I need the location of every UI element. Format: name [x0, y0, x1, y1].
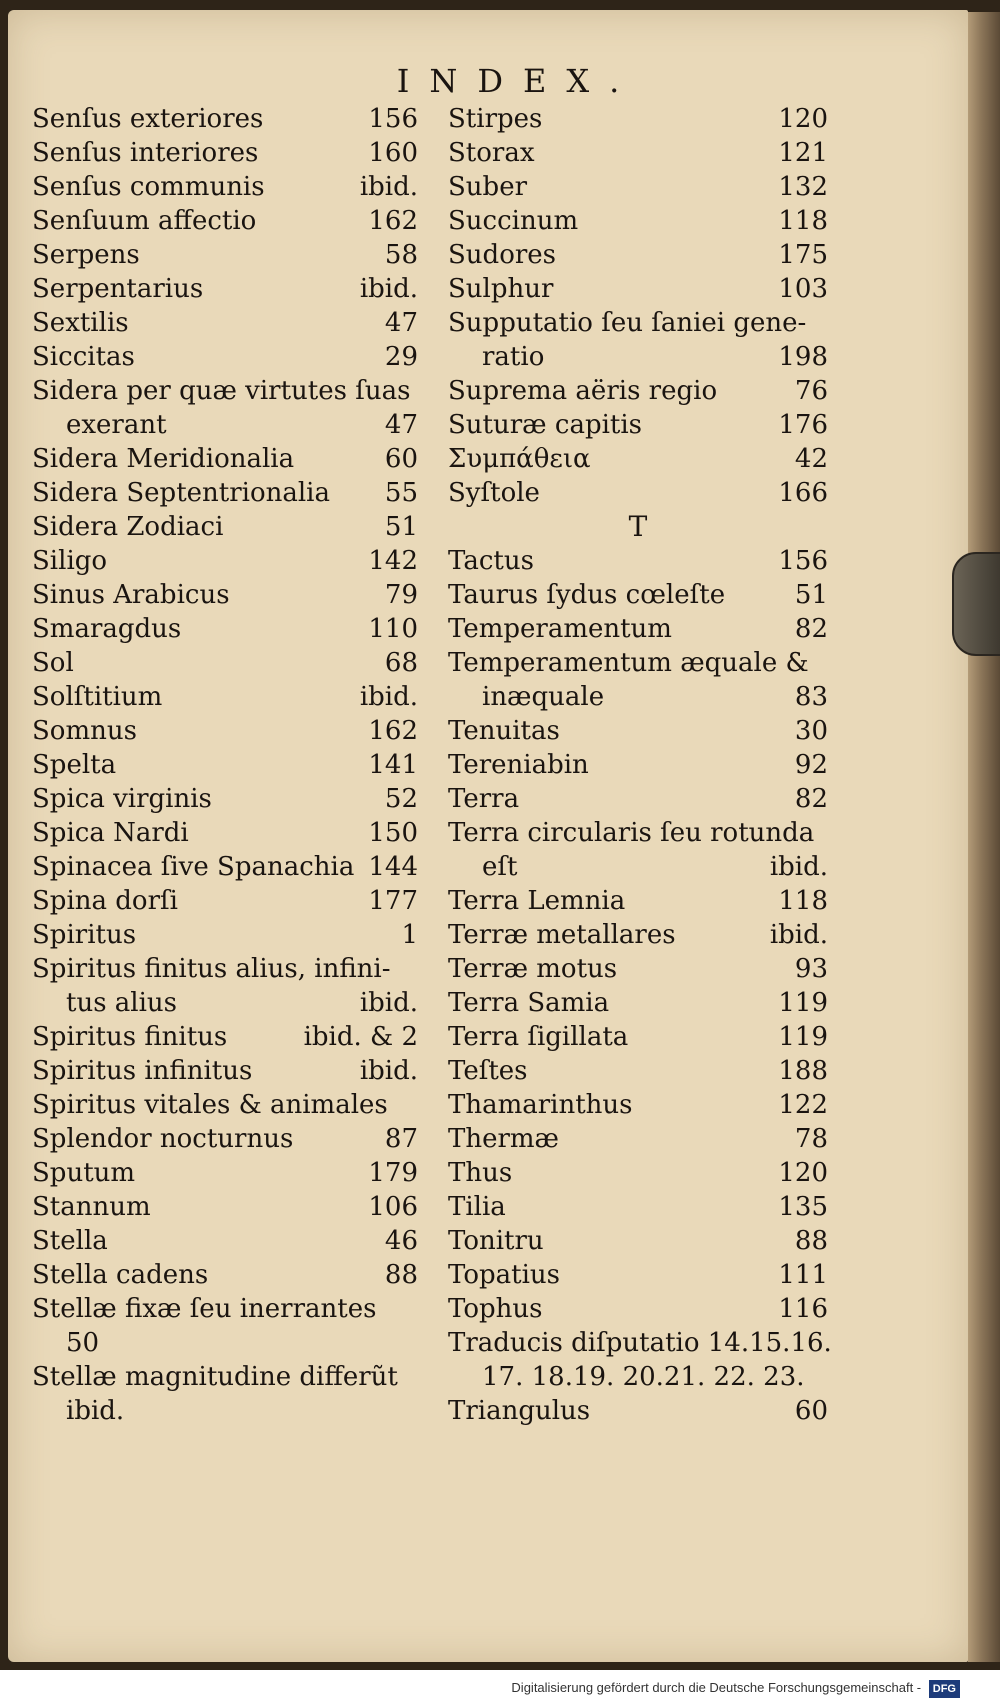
index-term: Tilia — [448, 1192, 506, 1222]
index-term: Spiritus finitus alius, infini- — [32, 954, 391, 984]
index-page-number: 51 — [794, 580, 828, 610]
index-term: Syſtole — [448, 478, 540, 508]
index-entry — [448, 1054, 828, 1088]
index-page-number: ibid. — [769, 852, 828, 882]
index-term: Sidera Septentrionalia — [32, 478, 330, 508]
index-entry — [448, 1258, 828, 1292]
index-page-number: 82 — [794, 784, 828, 814]
index-page-number: 87 — [384, 1124, 418, 1154]
index-entry — [32, 544, 418, 578]
index-term: Temperamentum æquale & — [448, 648, 809, 678]
index-term: Sidera Meridionalia — [32, 444, 295, 474]
index-term: Terræ motus — [448, 954, 618, 984]
index-term: Terra circularis ſeu rotunda — [448, 818, 815, 848]
index-entry — [448, 1156, 828, 1190]
index-page-number: 116 — [778, 1294, 828, 1324]
index-entry — [448, 748, 828, 782]
index-page-number: 76 — [794, 376, 828, 406]
page-edge — [968, 12, 1000, 1662]
index-term: Spinacea ſive Spanachia — [32, 852, 355, 882]
index-entry — [32, 850, 418, 884]
index-term: Sinus Arabicus — [32, 580, 230, 610]
index-entry — [32, 1156, 418, 1190]
index-term: tus alius — [66, 988, 178, 1018]
footer — [0, 1670, 1000, 1706]
index-entry — [448, 306, 828, 340]
index-entry — [448, 238, 828, 272]
index-entry — [448, 884, 828, 918]
index-term: Stellæ fixæ ſeu inerrantes — [32, 1294, 377, 1324]
index-entry — [448, 782, 828, 816]
index-term: Senſus communis — [32, 172, 265, 202]
index-entry — [32, 986, 418, 1020]
index-term: Spiritus vitales & animales — [32, 1090, 388, 1120]
index-term: Terra ſigillata — [448, 1022, 629, 1052]
index-page-number: 160 — [368, 138, 418, 168]
index-entry — [32, 374, 418, 408]
index-entry — [448, 1088, 828, 1122]
index-page-number: 47 — [384, 410, 418, 440]
index-entry — [32, 510, 418, 544]
index-page-number: 60 — [794, 1396, 828, 1426]
index-term: Smaragdus — [32, 614, 182, 644]
index-term: Sudores — [448, 240, 557, 270]
index-page-number: 78 — [794, 1124, 828, 1154]
index-entry — [448, 1326, 832, 1360]
index-entry — [448, 374, 828, 408]
index-entry — [448, 544, 828, 578]
index-term: Succinum — [448, 206, 579, 236]
index-entry — [32, 306, 418, 340]
index-page-number: 188 — [778, 1056, 828, 1086]
index-term: Terræ metallares — [448, 920, 676, 950]
index-page-number: 119 — [778, 1022, 828, 1052]
index-term: Stirpes — [448, 104, 543, 134]
index-page-number: 177 — [368, 886, 418, 916]
index-entry — [32, 102, 418, 136]
index-entry — [32, 1190, 418, 1224]
index-term: Sulphur — [448, 274, 554, 304]
index-term: Spica Nardi — [32, 818, 189, 848]
index-term: Tenuitas — [448, 716, 560, 746]
index-term: Solſtitium — [32, 682, 163, 712]
index-term: Sextilis — [32, 308, 129, 338]
index-entry — [448, 136, 828, 170]
index-page-number: 132 — [778, 172, 828, 202]
index-term: Somnus — [32, 716, 137, 746]
index-page-number: 142 — [368, 546, 418, 576]
index-page-number: 58 — [384, 240, 418, 270]
index-entry — [32, 1326, 418, 1360]
index-term: Tonitru — [448, 1226, 544, 1256]
index-term: Spina dorſi — [32, 886, 178, 916]
index-term: Spiritus infinitus — [32, 1056, 253, 1086]
index-page-number: ibid. & 2 — [303, 1022, 418, 1052]
index-page-number: 156 — [368, 104, 418, 134]
index-entry — [32, 408, 418, 442]
index-page-number: 198 — [778, 342, 828, 372]
index-term: Serpentarius — [32, 274, 204, 304]
section-letter: T — [628, 510, 648, 543]
index-term: Sidera Zodiaci — [32, 512, 224, 542]
index-entry — [448, 986, 828, 1020]
index-entry — [32, 1258, 418, 1292]
index-term: Spelta — [32, 750, 117, 780]
index-page-number: 121 — [778, 138, 828, 168]
index-column-right — [448, 102, 832, 1428]
index-entry — [32, 1122, 418, 1156]
index-entry — [448, 1190, 828, 1224]
index-term: Traducis diſputatio 14.15.16. — [448, 1328, 832, 1358]
index-term: Stellæ magnitudine differũt — [32, 1362, 398, 1392]
index-entry — [448, 918, 828, 952]
index-entry — [448, 272, 828, 306]
index-term: Siccitas — [32, 342, 135, 372]
index-page-number: ibid. — [359, 682, 418, 712]
index-page-number: 135 — [778, 1192, 828, 1222]
book-clasp — [952, 552, 1000, 656]
index-entry — [32, 1224, 418, 1258]
index-term: exerant — [66, 410, 167, 440]
index-page-number: 144 — [368, 852, 418, 882]
index-page-number: 162 — [368, 716, 418, 746]
index-page-number: 93 — [794, 954, 828, 984]
index-term: Senſuum affectio — [32, 206, 257, 236]
index-term: Συμπάθεια — [448, 444, 591, 474]
index-term: ibid. — [66, 1396, 125, 1426]
index-term: Siligo — [32, 546, 108, 576]
index-term: inæquale — [482, 682, 605, 712]
index-entry — [448, 612, 828, 646]
index-term: Senſus interiores — [32, 138, 259, 168]
index-page-number: 141 — [368, 750, 418, 780]
index-entry — [32, 1088, 418, 1122]
index-entry — [32, 1394, 418, 1428]
index-entry — [32, 578, 418, 612]
index-page-number: 52 — [384, 784, 418, 814]
index-entry — [32, 884, 418, 918]
index-term: Triangulus — [448, 1396, 591, 1426]
index-entry — [32, 918, 418, 952]
index-page-number: 83 — [794, 682, 828, 712]
index-term: Sidera per quæ virtutes ſuas — [32, 376, 411, 406]
index-entry — [448, 578, 828, 612]
index-page-number: 79 — [384, 580, 418, 610]
dfg-logo: DFG — [929, 1680, 960, 1698]
index-page-number: 42 — [794, 444, 828, 474]
index-page-number: 60 — [384, 444, 418, 474]
index-entry — [32, 782, 418, 816]
index-page-number: 118 — [778, 886, 828, 916]
book-page — [8, 10, 968, 1662]
index-column-left — [32, 102, 418, 1428]
index-page-number: 162 — [368, 206, 418, 236]
index-page-number: 176 — [778, 410, 828, 440]
index-entry — [32, 646, 418, 680]
index-page-number: 122 — [778, 1090, 828, 1120]
index-page-number: ibid. — [359, 172, 418, 202]
index-page-number: 156 — [778, 546, 828, 576]
index-term: Thus — [448, 1158, 513, 1188]
index-entry — [448, 816, 828, 850]
index-term: Sol — [32, 648, 74, 678]
index-term: Senſus exteriores — [32, 104, 264, 134]
index-entry — [32, 442, 418, 476]
index-page-number: 111 — [778, 1260, 828, 1290]
index-entry — [32, 476, 418, 510]
index-term: Tereniabin — [448, 750, 589, 780]
index-entry — [448, 476, 828, 510]
index-term: 17. 18.19. 20.21. 22. 23. — [482, 1362, 805, 1392]
index-term: Stannum — [32, 1192, 151, 1222]
index-entry — [448, 714, 828, 748]
index-entry — [448, 952, 828, 986]
index-page-number: 120 — [778, 104, 828, 134]
index-entry — [32, 272, 418, 306]
index-entry — [32, 952, 418, 986]
index-page-number: 82 — [794, 614, 828, 644]
index-page-number: 119 — [778, 988, 828, 1018]
index-entry — [448, 850, 828, 884]
index-page-number: 120 — [778, 1158, 828, 1188]
index-entry — [32, 1020, 418, 1054]
index-term: Supputatio ſeu ſaniei gene- — [448, 308, 807, 338]
index-term: Spiritus finitus — [32, 1022, 228, 1052]
index-page-number: 103 — [778, 274, 828, 304]
index-page-number: 106 — [368, 1192, 418, 1222]
index-page-number: ibid. — [359, 988, 418, 1018]
index-page-number: 179 — [368, 1158, 418, 1188]
index-entry — [448, 646, 828, 680]
index-entry — [448, 1360, 828, 1394]
index-page-number: 175 — [778, 240, 828, 270]
index-term: Suturæ capitis — [448, 410, 643, 440]
index-page-number: ibid. — [769, 920, 828, 950]
index-entry — [32, 340, 418, 374]
index-page-number: 68 — [384, 648, 418, 678]
index-page-number: 29 — [384, 342, 418, 372]
index-entry — [448, 680, 828, 714]
index-page-number: 118 — [778, 206, 828, 236]
index-entry — [32, 170, 418, 204]
index-term: Teſtes — [448, 1056, 528, 1086]
page-title: INDEX. — [396, 62, 640, 100]
index-term: Temperamentum — [448, 614, 672, 644]
index-entry — [32, 1292, 418, 1326]
index-term: eſt — [482, 852, 518, 882]
index-page-number: ibid. — [359, 1056, 418, 1086]
index-term: Spica virginis — [32, 784, 212, 814]
index-page-number: 55 — [384, 478, 418, 508]
index-term: Suber — [448, 172, 528, 202]
index-term: 50 — [66, 1328, 100, 1358]
index-entry — [32, 714, 418, 748]
footer-credit: Digitalisierung gefördert durch die Deutsche Forschungsgemeinschaft - — [511, 1680, 922, 1695]
index-term: Taurus ſydus cœleſte — [448, 580, 726, 610]
index-entry — [448, 1224, 828, 1258]
index-page-number: 92 — [794, 750, 828, 780]
index-term: Thermæ — [448, 1124, 559, 1154]
index-term: Terra — [448, 784, 520, 814]
index-entry — [32, 816, 418, 850]
index-entry — [448, 340, 828, 374]
index-term: Terra Lemnia — [448, 886, 626, 916]
index-term: Sputum — [32, 1158, 136, 1188]
index-entry — [32, 204, 418, 238]
index-page-number: 51 — [384, 512, 418, 542]
index-term: Tophus — [448, 1294, 543, 1324]
index-entry — [32, 612, 418, 646]
index-entry — [32, 680, 418, 714]
index-entry — [448, 102, 828, 136]
index-page-number: 150 — [368, 818, 418, 848]
index-entry — [448, 1122, 828, 1156]
index-entry — [32, 1054, 418, 1088]
index-term: Splendor nocturnus — [32, 1124, 294, 1154]
index-term: Stella — [32, 1226, 108, 1256]
index-entry — [448, 170, 828, 204]
index-term: Tactus — [448, 546, 534, 576]
index-entry — [448, 1292, 828, 1326]
index-page-number: ibid. — [359, 274, 418, 304]
index-page-number: 1 — [401, 920, 418, 950]
index-entry — [448, 1394, 828, 1428]
index-term: Storax — [448, 138, 535, 168]
index-page-number: 88 — [384, 1260, 418, 1290]
index-entry — [32, 238, 418, 272]
index-entry — [32, 1360, 418, 1394]
index-page-number: 47 — [384, 308, 418, 338]
index-term: ratio — [482, 342, 545, 372]
index-term: Terra Samia — [448, 988, 610, 1018]
index-page-number: 88 — [794, 1226, 828, 1256]
index-page-number: 166 — [778, 478, 828, 508]
index-entry — [448, 408, 828, 442]
index-page-number: 30 — [794, 716, 828, 746]
index-term: Spiritus — [32, 920, 137, 950]
index-entry — [448, 1020, 828, 1054]
index-page-number: 46 — [384, 1226, 418, 1256]
index-page-number: 110 — [368, 614, 418, 644]
index-entry — [448, 204, 828, 238]
index-entry — [448, 442, 828, 476]
index-term: Suprema aëris regio — [448, 376, 718, 406]
index-term: Topatius — [448, 1260, 560, 1290]
index-entry — [32, 136, 418, 170]
index-entry — [32, 748, 418, 782]
index-term: Serpens — [32, 240, 140, 270]
index-term: Thamarinthus — [448, 1090, 633, 1120]
index-term: Stella cadens — [32, 1260, 209, 1290]
